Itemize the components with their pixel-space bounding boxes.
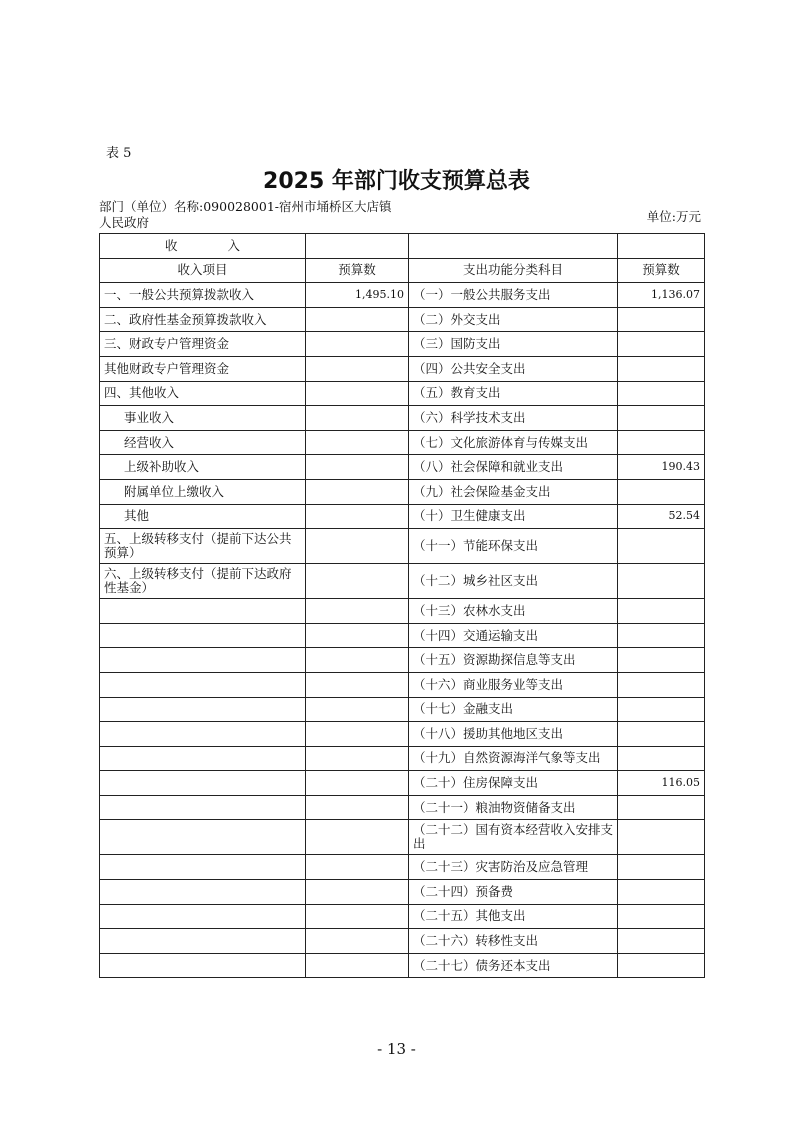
income-group-header: 收 入 — [100, 234, 306, 259]
income-amount — [306, 381, 409, 406]
expense-item: （二十二）国有资本经营收入安排支出 — [409, 820, 618, 855]
income-amount — [306, 795, 409, 820]
expense-amount — [618, 697, 705, 722]
income-item — [100, 820, 306, 855]
income-item — [100, 929, 306, 954]
expense-amount — [618, 953, 705, 978]
income-item — [100, 672, 306, 697]
income-item — [100, 722, 306, 747]
table-row — [100, 529, 705, 564]
table-row — [100, 953, 705, 978]
income-item — [100, 855, 306, 880]
expense-amount — [618, 820, 705, 855]
income-item: 其他 — [100, 504, 306, 529]
expense-item: （二十）住房保障支出 — [409, 771, 618, 796]
table-row — [100, 672, 705, 697]
expense-item: （二十一）粮油物资储备支出 — [409, 795, 618, 820]
income-item — [100, 599, 306, 624]
table-row — [100, 356, 705, 381]
table-row — [100, 746, 705, 771]
page-title: 2025 年部门收支预算总表 — [263, 169, 530, 194]
income-amount — [306, 855, 409, 880]
table-row — [100, 307, 705, 332]
expense-amount: 116.05 — [618, 771, 705, 796]
income-amount — [306, 356, 409, 381]
income-item: 其他财政专户管理资金 — [100, 356, 306, 381]
expense-amount — [618, 795, 705, 820]
department-line-1: 部门（单位）名称:090028001-宿州市埇桥区大店镇 — [99, 199, 392, 214]
table-row — [100, 929, 705, 954]
table-row — [100, 820, 705, 855]
income-item — [100, 795, 306, 820]
income-item — [100, 623, 306, 648]
expense-amount — [618, 648, 705, 673]
income-amount — [306, 430, 409, 455]
income-amount — [306, 648, 409, 673]
expense-item-header: 支出功能分类科目 — [409, 258, 618, 283]
income-amount — [306, 904, 409, 929]
income-amount — [306, 479, 409, 504]
expense-amount — [618, 623, 705, 648]
income-item — [100, 904, 306, 929]
expense-item: （十九）自然资源海洋气象等支出 — [409, 746, 618, 771]
expense-item: （八）社会保障和就业支出 — [409, 455, 618, 480]
income-amount — [306, 332, 409, 357]
expense-item: （五）教育支出 — [409, 381, 618, 406]
expense-amount-header: 预算数 — [618, 258, 705, 283]
expense-amount — [618, 430, 705, 455]
expense-item: （十）卫生健康支出 — [409, 504, 618, 529]
income-item: 六、上级转移支付（提前下达政府性基金） — [100, 564, 306, 599]
expense-amount — [618, 479, 705, 504]
empty-cell — [618, 234, 705, 259]
income-item — [100, 880, 306, 905]
table-row — [100, 697, 705, 722]
expense-amount — [618, 599, 705, 624]
table-row — [100, 795, 705, 820]
income-amount — [306, 529, 409, 564]
income-amount — [306, 697, 409, 722]
income-item: 二、政府性基金预算拨款收入 — [100, 307, 306, 332]
income-amount — [306, 599, 409, 624]
expense-item: （二十四）预备费 — [409, 880, 618, 905]
expense-item: （一）一般公共服务支出 — [409, 283, 618, 308]
income-amount — [306, 820, 409, 855]
expense-amount: 190.43 — [618, 455, 705, 480]
expense-item: （十三）农林水支出 — [409, 599, 618, 624]
empty-cell — [306, 234, 409, 259]
income-amount — [306, 929, 409, 954]
page-number: - 13 - — [377, 1040, 416, 1058]
income-item — [100, 771, 306, 796]
table-row — [100, 406, 705, 431]
expense-item: （三）国防支出 — [409, 332, 618, 357]
expense-item: （四）公共安全支出 — [409, 356, 618, 381]
expense-item: （二）外交支出 — [409, 307, 618, 332]
income-item: 三、财政专户管理资金 — [100, 332, 306, 357]
income-amount — [306, 672, 409, 697]
table-row — [100, 455, 705, 480]
expense-item: （七）文化旅游体育与传媒支出 — [409, 430, 618, 455]
income-item: 附属单位上缴收入 — [100, 479, 306, 504]
income-amount — [306, 746, 409, 771]
expense-amount — [618, 722, 705, 747]
income-amount — [306, 564, 409, 599]
expense-amount — [618, 904, 705, 929]
expense-item: （二十七）债务还本支出 — [409, 953, 618, 978]
expense-amount — [618, 332, 705, 357]
expense-item: （十八）援助其他地区支出 — [409, 722, 618, 747]
income-item — [100, 953, 306, 978]
expense-item: （二十六）转移性支出 — [409, 929, 618, 954]
table-row — [100, 771, 705, 796]
expense-item: （十一）节能环保支出 — [409, 529, 618, 564]
expense-amount — [618, 672, 705, 697]
table-row — [100, 904, 705, 929]
expense-amount — [618, 406, 705, 431]
budget-table — [99, 233, 705, 978]
table-row — [100, 430, 705, 455]
expense-item: （九）社会保险基金支出 — [409, 479, 618, 504]
table-row — [100, 648, 705, 673]
expense-amount — [618, 880, 705, 905]
table-row — [100, 504, 705, 529]
expense-amount: 1,136.07 — [618, 283, 705, 308]
expense-amount — [618, 929, 705, 954]
table-row — [100, 599, 705, 624]
expense-amount — [618, 529, 705, 564]
expense-item: （十二）城乡社区支出 — [409, 564, 618, 599]
table-row — [100, 880, 705, 905]
income-amount — [306, 307, 409, 332]
table-row — [100, 722, 705, 747]
table-row — [100, 381, 705, 406]
expense-amount — [618, 855, 705, 880]
income-amount — [306, 880, 409, 905]
expense-amount — [618, 564, 705, 599]
income-amount — [306, 722, 409, 747]
income-item-header: 收入项目 — [100, 258, 306, 283]
income-amount — [306, 771, 409, 796]
table-row — [100, 855, 705, 880]
income-item — [100, 648, 306, 673]
header-row-2 — [100, 258, 705, 283]
department-name — [99, 199, 419, 231]
income-item: 四、其他收入 — [100, 381, 306, 406]
empty-cell — [409, 234, 618, 259]
expense-item: （二十三）灾害防治及应急管理 — [409, 855, 618, 880]
expense-amount — [618, 746, 705, 771]
table-row — [100, 564, 705, 599]
income-item: 上级补助收入 — [100, 455, 306, 480]
expense-amount: 52.54 — [618, 504, 705, 529]
income-item — [100, 697, 306, 722]
table-row — [100, 623, 705, 648]
income-amount — [306, 953, 409, 978]
table-row — [100, 332, 705, 357]
table-label: 表 5 — [106, 146, 132, 161]
income-item — [100, 746, 306, 771]
income-amount — [306, 623, 409, 648]
expense-item: （二十五）其他支出 — [409, 904, 618, 929]
expense-item: （六）科学技术支出 — [409, 406, 618, 431]
expense-item: （十四）交通运输支出 — [409, 623, 618, 648]
income-amount — [306, 406, 409, 431]
income-amount — [306, 504, 409, 529]
table-row — [100, 479, 705, 504]
unit-label: 单位:万元 — [646, 209, 701, 224]
income-item: 事业收入 — [100, 406, 306, 431]
income-amount: 1,495.10 — [306, 283, 409, 308]
income-amount-header: 预算数 — [306, 258, 409, 283]
header-row-1 — [100, 234, 705, 259]
department-line-2: 人民政府 — [99, 215, 150, 230]
expense-amount — [618, 381, 705, 406]
income-item: 经营收入 — [100, 430, 306, 455]
income-item: 一、一般公共预算拨款收入 — [100, 283, 306, 308]
income-item: 五、上级转移支付（提前下达公共预算） — [100, 529, 306, 564]
expense-item: （十七）金融支出 — [409, 697, 618, 722]
expense-amount — [618, 356, 705, 381]
income-amount — [306, 455, 409, 480]
expense-amount — [618, 307, 705, 332]
expense-item: （十五）资源勘探信息等支出 — [409, 648, 618, 673]
expense-item: （十六）商业服务业等支出 — [409, 672, 618, 697]
table-row — [100, 283, 705, 308]
